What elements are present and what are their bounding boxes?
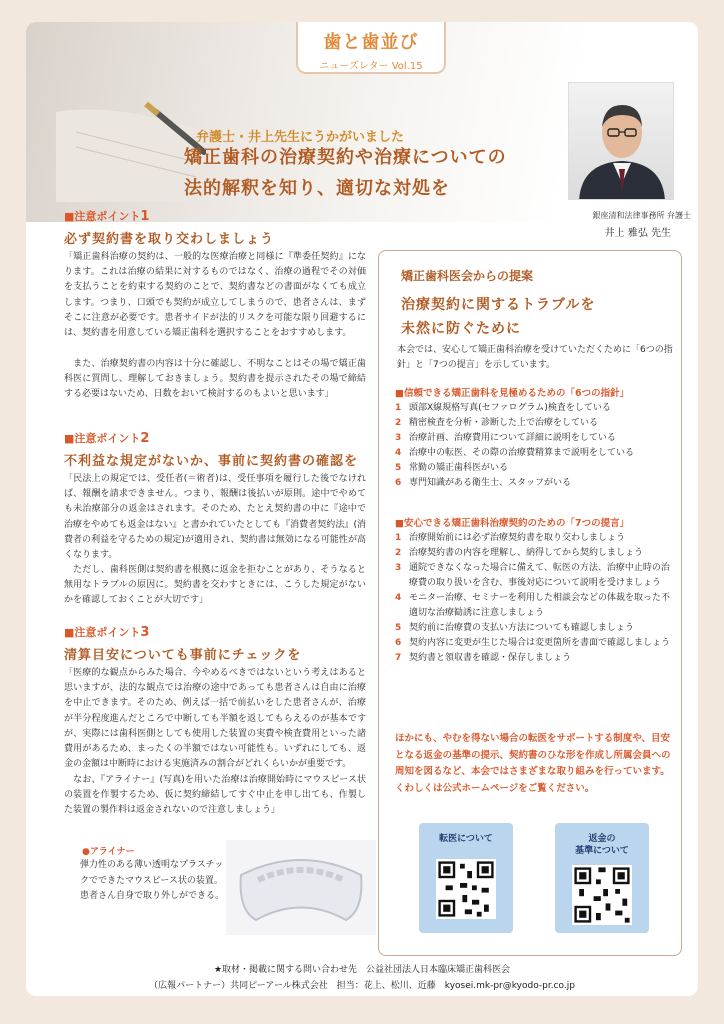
panel-title-line-1: 治療契約に関するトラブルを: [401, 297, 596, 313]
page-headline: [184, 142, 507, 204]
list-item-text: 常勤の矯正歯科医がいる: [409, 463, 509, 473]
point-3-title: 清算目安についても事前にチェックを: [64, 648, 302, 663]
list-item-text: モニター治療、セミナーを利用した相談会などの体裁を取った不適切な治療勧誘に注意しましょう: [409, 593, 671, 618]
newsletter-logo: [296, 22, 446, 74]
lawyer-affiliation: 銀座清和法律事務所 弁護士: [592, 211, 691, 220]
list-item: [395, 476, 677, 491]
list-item-number: 7: [395, 653, 402, 663]
point-1-label: ■注意ポイント1: [64, 209, 150, 224]
list-item: [395, 446, 677, 461]
lawyer-portrait-image: [569, 83, 674, 200]
lawyer-name: 井上 雅弘 先生: [604, 228, 671, 239]
qr-card-refund[interactable]: [555, 823, 649, 933]
list-item-number: 5: [395, 463, 402, 473]
list-item-number: 1: [395, 403, 402, 413]
aligner-description: 弾力性のある薄い透明なプラスチックでできたマウスピース状の装置。患者さん自身で取り外しができる。: [80, 860, 225, 901]
six-guidelines-list: [395, 401, 677, 491]
list-item: [395, 591, 677, 621]
list-item: [395, 461, 677, 476]
aligner-label: ●アライナー: [82, 847, 135, 857]
headline-line-1: 矯正歯科の治療契約や治療についての: [184, 147, 507, 168]
point-1-title: 必ず契約書を取り交わしましょう: [64, 232, 275, 247]
interview-line: 弁護士・井上先生にうかがいました: [196, 130, 405, 145]
point-2-paragraph-1: 「民法上の規定では、受任者(＝術者)は、受任事項を履行した後でなければ、報酬を請求できません。つまり、報酬は後払いが原則。途中でやめても未治療部分の返金はされます。そのため、たとえ契約書の中に『途中で治療をやめても返金はない』と書かれていたとしても『消費者契約法』(消費者の利益を守るための規定)が適用され、契約書は無効になる可能性が高くなります。: [64, 474, 366, 561]
list-item: [395, 431, 677, 446]
panel-closing-note: ほかにも、やむを得ない場合の転医をサポートする制度や、目安となる返金の基準の提示、契約書のひな形を作成し所属会員への周知を図るなど、本会ではさまざまな取り組みを行っています。くわしくは公式ホームページをご覧ください。: [395, 733, 671, 794]
seven-proposals-list: [395, 531, 677, 666]
list-item-number: 5: [395, 623, 402, 633]
panel-title-line-2: 未然に防ぐために: [401, 321, 521, 337]
qr-refund-label: 返金の 基準について: [575, 834, 629, 856]
point-3-paragraph-1: 「医療的な観点からみた場合、今やめるべきではないという考えはあると思いますが、法的な観点では治療の途中であっても患者さんは自由に治療を中止できます。そのため、例えば一括で前払いをした患者さんが、治療が半分程度進んだところで中断しても半額を返してもらえるのが基本ですが、実際には歯科医側としても使用した装置の実費や検査費用といった諸費用があるため、まったくの半額ではない可能性も。いずれにしても、返金の金額は中断時における実施済みの割合がどれくらいかが重要です。: [64, 668, 366, 770]
point-1-paragraph-2: また、治療契約書の内容は十分に確認し、不明なことはその場で矯正歯科医に質問し、理解しておきましょう。契約書を提示されたその場で締結する必要はないため、日数をおいて検討するのもよいと思います」: [64, 359, 366, 400]
list-item-number: 3: [395, 433, 402, 443]
newsletter-page: [26, 22, 698, 996]
aligner-image: [226, 840, 376, 935]
list-item-number: 2: [395, 548, 402, 558]
list-item-number: 6: [395, 478, 402, 488]
point-3-label: ■注意ポイント3: [64, 625, 150, 640]
list-item-text: 契約前に治療費の支払い方法についても確認しましょう: [409, 623, 634, 633]
list-item-number: 3: [395, 563, 402, 573]
list-item-text: 治療開始前には必ず治療契約書を取り交わしましょう: [409, 533, 626, 543]
list-item-number: 2: [395, 418, 402, 428]
list-item-number: 6: [395, 638, 402, 648]
point-2-paragraph-2: ただし、歯科医側は契約書を根拠に返金を拒むことがあり、そうなると無用なトラブルの原因に。契約書を交わすときには、こうした規定がないかを確認しておくことが大切です」: [64, 565, 366, 606]
list-item: [395, 621, 677, 636]
list-item: [395, 561, 677, 591]
list-item-text: 治療契約書の内容を理解し、納得してから契約しましょう: [409, 548, 644, 558]
list-item-text: 専門知識がある衛生士、スタッフがいる: [409, 478, 572, 488]
list-item: [395, 546, 677, 561]
qr-code-refund-icon[interactable]: [572, 865, 632, 925]
qr-code-transfer-icon[interactable]: [436, 859, 496, 919]
footer-contact: ★取材・掲載に関する問い合わせ先 公益社団法人日本臨床矯正歯科医会: [213, 965, 511, 975]
logo-subtitle: ニューズレター Vol.15: [319, 61, 423, 72]
point-3-paragraph-2: なお、『アライナー』(写真)を用いた治療は治療開始時にマウスピース状の装置を作製するため、仮に契約締結してすぐ中止を申し出ても、作製した装置の製作料は返金されないので注意しましょう」: [64, 775, 366, 816]
list-item-number: 4: [395, 448, 402, 458]
qr-card-transfer[interactable]: [419, 823, 513, 933]
list-item-text: 頭部X線規格写真(セファログラム)検査をしている: [409, 403, 611, 413]
list-item-text: 精密検査を分析・診断した上で治療をしている: [409, 418, 599, 428]
list-item: [395, 401, 677, 416]
footer-pr-partner: （広報パートナー）共同ピーアール株式会社 担当：花上、松川、近藤 kyosei.mk-pr@kyodo-pr.co.jp: [149, 981, 575, 991]
panel-title: [401, 293, 595, 341]
list-item-text: 通院できなくなった場合に備えて、転医の方法、治療中止時の治療費の取り扱いを含む、事後対応について説明を受けましょう: [409, 563, 670, 588]
logo-title: 歯と歯並び: [323, 32, 419, 53]
association-proposal-panel: [378, 250, 682, 956]
seven-proposals-heading: ■安心できる矯正歯科治療契約のための「7つの提言」: [395, 518, 630, 529]
point-2-title: 不利益な規定がないか、事前に契約書の確認を: [64, 454, 359, 469]
list-item: [395, 636, 677, 651]
lawyer-photo: [568, 82, 674, 200]
list-item: [395, 651, 677, 666]
list-item-text: 治療計画、治療費用について詳細に説明をしている: [409, 433, 616, 443]
list-item-number: 4: [395, 593, 402, 603]
qr-transfer-label: 転医について: [439, 834, 493, 844]
list-item: [395, 416, 677, 431]
point-1-paragraph-1: 「矯正歯科治療の契約は、一般的な医療治療と同様に『準委任契約』になります。これは治療の結果に対するものではなく、治療の過程でその対価を支払うことを約束する契約のことで、契約書などの書面がなくても成立します。つまり、口頭でも契約が成立してしまうので、患者さんは、まずそこに注意が必要です。患者サイドが法的リスクを可能な限り回避するには、契約書を用意している矯正歯科を選択することをおすすめします。: [64, 252, 366, 339]
panel-heading: 矯正歯科医会からの提案: [401, 269, 534, 283]
list-item: [395, 531, 677, 546]
list-item-number: 1: [395, 533, 402, 543]
point-2-label: ■注意ポイント2: [64, 431, 150, 446]
headline-line-2: 法的解釈を知り、適切な対処を: [184, 178, 450, 199]
list-item-text: 治療中の転医、その際の治療費精算まで説明をしている: [409, 448, 635, 458]
list-item-text: 契約書と領収書を確認・保存しましょう: [409, 653, 572, 663]
panel-intro: 本会では、安心して矯正歯科治療を受けていただくために「6つの指針」と「7つの提言」を示しています。: [397, 345, 673, 370]
list-item-text: 契約内容に変更が生じた場合は変更箇所を書面で確認しましょう: [409, 638, 671, 648]
six-guidelines-heading: ■信頼できる矯正歯科を見極めるための「6つの指針」: [395, 388, 630, 399]
